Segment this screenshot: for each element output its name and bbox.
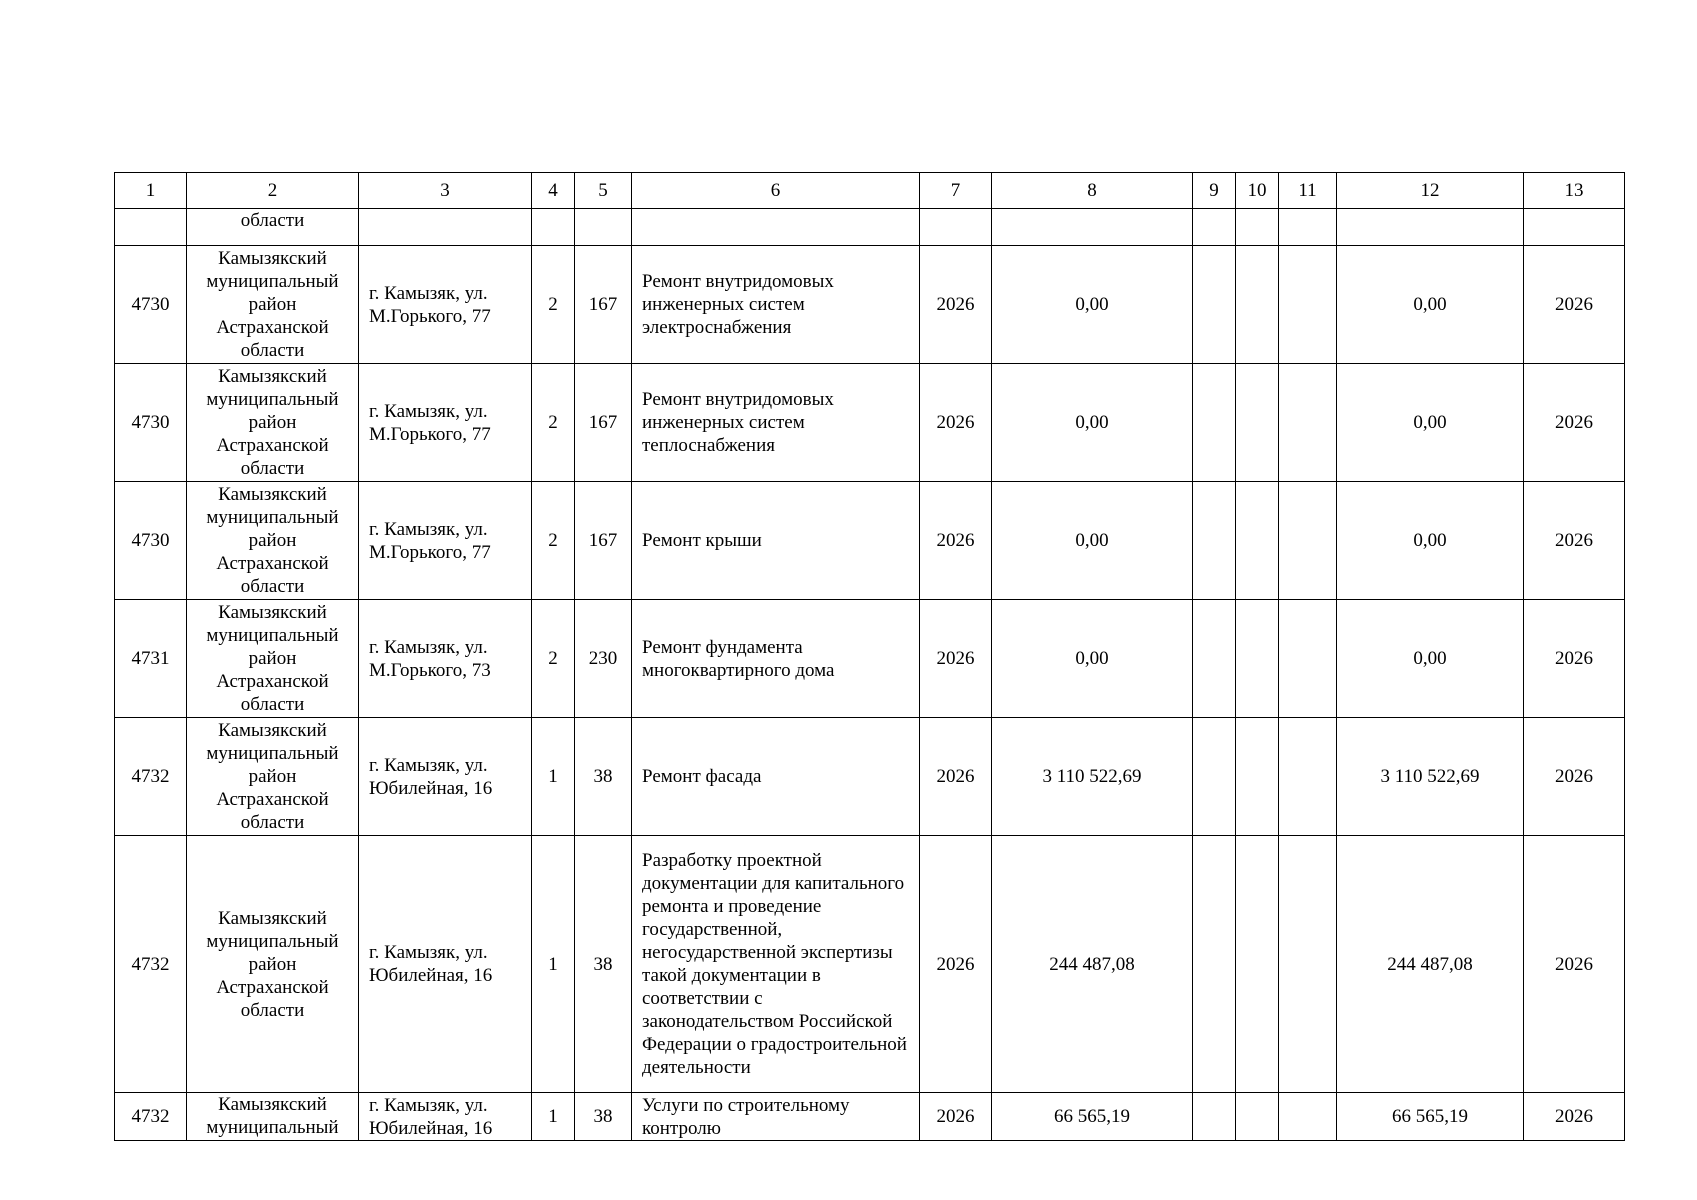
table-row xyxy=(115,600,1625,718)
table-cell xyxy=(1236,209,1279,246)
col5-cell: 230 xyxy=(575,600,632,718)
amount-cell: 0,00 xyxy=(992,600,1193,718)
col10-cell xyxy=(1236,1093,1279,1141)
amount-cell: 3 110 522,69 xyxy=(992,718,1193,836)
col11-cell xyxy=(1279,246,1337,364)
completion-year-cell: 2026 xyxy=(1524,1093,1625,1141)
table-row xyxy=(115,836,1625,1093)
address-cell: г. Камызяк, ул. М.Горького, 77 xyxy=(359,482,532,600)
work-type-cell: Услуги по строительному контролю xyxy=(632,1093,920,1141)
object-id-cell: 4732 xyxy=(115,1093,187,1141)
address-cell: г. Камызяк, ул. М.Горького, 77 xyxy=(359,246,532,364)
work-type-cell: Ремонт крыши xyxy=(632,482,920,600)
municipality-cell: Камызякский муниципальный xyxy=(187,1093,359,1141)
amount-cell: 244 487,08 xyxy=(992,836,1193,1093)
completion-year-cell: 2026 xyxy=(1524,482,1625,600)
col9-cell xyxy=(1193,718,1236,836)
table-cell xyxy=(1193,209,1236,246)
year-cell: 2026 xyxy=(920,246,992,364)
municipality-cell: Камызякский муниципальный район Астраханской области xyxy=(187,246,359,364)
year-cell: 2026 xyxy=(920,600,992,718)
year-cell: 2026 xyxy=(920,836,992,1093)
document-page xyxy=(114,172,1625,1141)
completion-year-cell: 2026 xyxy=(1524,246,1625,364)
object-id-cell: 4732 xyxy=(115,718,187,836)
col9-cell xyxy=(1193,836,1236,1093)
address-cell: г. Камызяк, ул. М.Горького, 73 xyxy=(359,600,532,718)
col5-cell: 167 xyxy=(575,364,632,482)
col10-cell xyxy=(1236,364,1279,482)
col11-cell xyxy=(1279,718,1337,836)
header-cell-2: 2 xyxy=(187,173,359,209)
address-cell: г. Камызяк, ул. Юбилейная, 16 xyxy=(359,718,532,836)
col10-cell xyxy=(1236,836,1279,1093)
completion-year-cell: 2026 xyxy=(1524,364,1625,482)
amount-total-cell: 0,00 xyxy=(1337,482,1524,600)
col10-cell xyxy=(1236,482,1279,600)
work-type-cell: Ремонт фасада xyxy=(632,718,920,836)
address-cell: г. Камызяк, ул. М.Горького, 77 xyxy=(359,364,532,482)
col5-cell: 38 xyxy=(575,718,632,836)
table-row xyxy=(115,246,1625,364)
table-cell xyxy=(575,209,632,246)
col4-cell: 2 xyxy=(532,246,575,364)
year-cell: 2026 xyxy=(920,482,992,600)
col4-cell: 1 xyxy=(532,836,575,1093)
col4-cell: 2 xyxy=(532,482,575,600)
municipality-cell: области xyxy=(187,209,359,246)
header-cell-13: 13 xyxy=(1524,173,1625,209)
table-cell xyxy=(1279,209,1337,246)
capital-repair-table xyxy=(114,172,1625,1141)
header-cell-4: 4 xyxy=(532,173,575,209)
amount-total-cell: 0,00 xyxy=(1337,364,1524,482)
table-row xyxy=(115,1093,1625,1141)
amount-cell: 0,00 xyxy=(992,482,1193,600)
table-cell xyxy=(632,209,920,246)
header-cell-9: 9 xyxy=(1193,173,1236,209)
col10-cell xyxy=(1236,246,1279,364)
table-cell xyxy=(115,209,187,246)
col4-cell: 1 xyxy=(532,1093,575,1141)
col5-cell: 167 xyxy=(575,482,632,600)
table-row xyxy=(115,482,1625,600)
col5-cell: 167 xyxy=(575,246,632,364)
col5-cell: 38 xyxy=(575,1093,632,1141)
object-id-cell: 4732 xyxy=(115,836,187,1093)
table-cell xyxy=(1337,209,1524,246)
amount-total-cell: 3 110 522,69 xyxy=(1337,718,1524,836)
object-id-cell: 4730 xyxy=(115,246,187,364)
table-cell xyxy=(992,209,1193,246)
table-row xyxy=(115,718,1625,836)
municipality-cell: Камызякский муниципальный район Астраханской области xyxy=(187,718,359,836)
table-cell xyxy=(532,209,575,246)
work-type-cell: Ремонт внутридомовых инженерных систем теплоснабжения xyxy=(632,364,920,482)
header-cell-1: 1 xyxy=(115,173,187,209)
municipality-cell: Камызякский муниципальный район Астраханской области xyxy=(187,836,359,1093)
year-cell: 2026 xyxy=(920,1093,992,1141)
table-cell xyxy=(1524,209,1625,246)
col11-cell xyxy=(1279,364,1337,482)
col9-cell xyxy=(1193,600,1236,718)
year-cell: 2026 xyxy=(920,364,992,482)
address-cell: г. Камызяк, ул. Юбилейная, 16 xyxy=(359,1093,532,1141)
amount-cell: 66 565,19 xyxy=(992,1093,1193,1141)
work-type-cell: Разработку проектной документации для капитального ремонта и проведение государственной, негосударственной экспертизы такой документации в соответствии с законодательством Российской Федерации о градостроительной деятельности xyxy=(632,836,920,1093)
col11-cell xyxy=(1279,1093,1337,1141)
header-cell-3: 3 xyxy=(359,173,532,209)
amount-total-cell: 0,00 xyxy=(1337,246,1524,364)
col9-cell xyxy=(1193,1093,1236,1141)
amount-cell: 0,00 xyxy=(992,246,1193,364)
table-row xyxy=(115,364,1625,482)
amount-total-cell: 66 565,19 xyxy=(1337,1093,1524,1141)
col9-cell xyxy=(1193,246,1236,364)
year-cell: 2026 xyxy=(920,718,992,836)
amount-total-cell: 0,00 xyxy=(1337,600,1524,718)
col10-cell xyxy=(1236,600,1279,718)
table-cell xyxy=(920,209,992,246)
work-type-cell: Ремонт внутридомовых инженерных систем электроснабжения xyxy=(632,246,920,364)
col11-cell xyxy=(1279,836,1337,1093)
header-cell-8: 8 xyxy=(992,173,1193,209)
col4-cell: 2 xyxy=(532,364,575,482)
object-id-cell: 4730 xyxy=(115,482,187,600)
col10-cell xyxy=(1236,718,1279,836)
amount-total-cell: 244 487,08 xyxy=(1337,836,1524,1093)
header-cell-11: 11 xyxy=(1279,173,1337,209)
header-cell-5: 5 xyxy=(575,173,632,209)
col11-cell xyxy=(1279,482,1337,600)
object-id-cell: 4730 xyxy=(115,364,187,482)
header-cell-12: 12 xyxy=(1337,173,1524,209)
col4-cell: 2 xyxy=(532,600,575,718)
table-cell xyxy=(359,209,532,246)
header-row xyxy=(115,173,1625,209)
col9-cell xyxy=(1193,364,1236,482)
col11-cell xyxy=(1279,600,1337,718)
completion-year-cell: 2026 xyxy=(1524,836,1625,1093)
work-type-cell: Ремонт фундамента многоквартирного дома xyxy=(632,600,920,718)
col5-cell: 38 xyxy=(575,836,632,1093)
address-cell: г. Камызяк, ул. Юбилейная, 16 xyxy=(359,836,532,1093)
header-cell-7: 7 xyxy=(920,173,992,209)
header-cell-10: 10 xyxy=(1236,173,1279,209)
header-cell-6: 6 xyxy=(632,173,920,209)
object-id-cell: 4731 xyxy=(115,600,187,718)
col4-cell: 1 xyxy=(532,718,575,836)
completion-year-cell: 2026 xyxy=(1524,718,1625,836)
col9-cell xyxy=(1193,482,1236,600)
municipality-cell: Камызякский муниципальный район Астраханской области xyxy=(187,482,359,600)
continuation-row xyxy=(115,209,1625,246)
municipality-cell: Камызякский муниципальный район Астраханской области xyxy=(187,364,359,482)
municipality-cell: Камызякский муниципальный район Астраханской области xyxy=(187,600,359,718)
completion-year-cell: 2026 xyxy=(1524,600,1625,718)
amount-cell: 0,00 xyxy=(992,364,1193,482)
